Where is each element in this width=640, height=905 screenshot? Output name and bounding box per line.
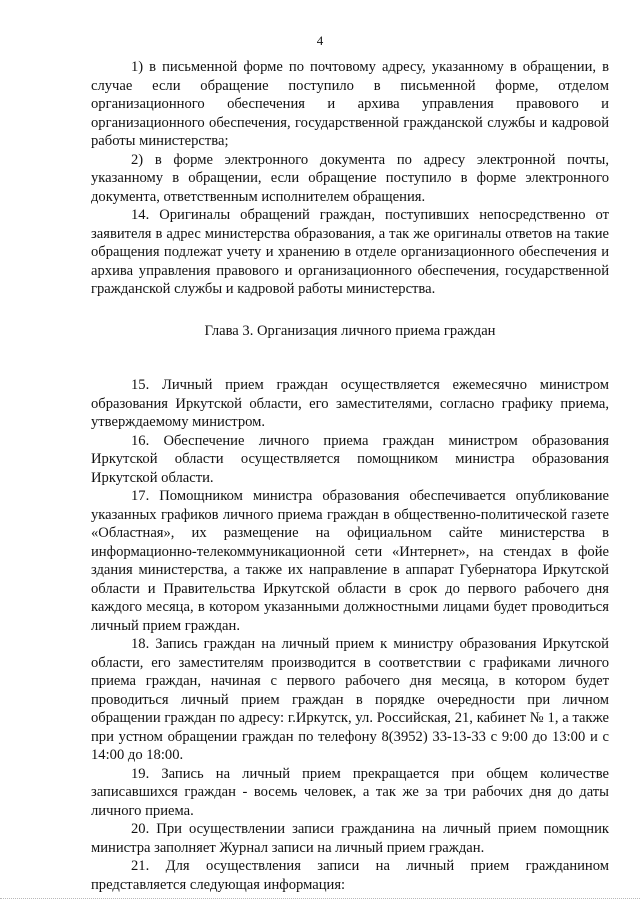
paragraph-16: 16. Обеспечение личного приема граждан министром образования Иркутской области осуществляется помощником министра образования Иркутской области. xyxy=(91,432,609,486)
scan-edge-divider xyxy=(0,898,640,900)
paragraph-item-2-electronic-form: 2) в форме электронного документа по адресу электронной почты, указанному в обращении, если обращение поступило в форме электронного документа, ответственным исполнителем обращения. xyxy=(91,151,609,205)
page-number: 4 xyxy=(316,33,324,48)
paragraph-item-1-written-form: 1) в письменной форме по почтовому адресу, указанному в обращении, в случае если обращение поступило в письменной форме, отделом организационного обеспечения и архива управления правового и организационного обеспечения, государственной гражданской службы и кадровой работы министерства; xyxy=(91,59,609,149)
paragraph-15: 15. Личный прием граждан осуществляется ежемесячно министром образования Иркутской области, его заместителями, согласно графику приема, утверждаемому министром. xyxy=(91,377,609,430)
paragraph-17: 17. Помощником министра образования обеспечивается опубликование указанных графиков личного приема граждан в общественно-политической газете «Областная», их размещение на официальном сайте министерства в информационно-телекоммуникационной сети «Интернет», на стендах в фойе здания министерства, а также их направление в аппарат Губернатора Иркутской области и Правительства Иркутской области в срок до первого рабочего дня каждого месяца, в котором указанными должностными лицами будет проводиться личный прием граждан. xyxy=(91,488,609,634)
paragraph-21: 21. Для осуществления записи на личный прием гражданином представляется следующая информация: xyxy=(91,858,609,893)
paragraph-18: 18. Запись граждан на личный прием к министру образования Иркутской области, его заместителям производится в соответствии с графиками личного приема граждан, начиная с первого рабочего дня месяца, в котором будет проводиться личный прием граждан в порядке очередности при личном обращении граждан по адресу: г.Иркутск, ул. Российская, 21, кабинет № 1, а также при устном обращении граждан по телефону 8(3952) 33-13-33 с 9:00 до 13:00 и с 14:00 до 18:00. xyxy=(91,636,609,763)
document-body xyxy=(91,58,609,894)
paragraph-19: 19. Запись на личный прием прекращается при общем количестве записавшихся граждан - восемь человек, а так же за три рабочих дня до даты личного приема. xyxy=(91,765,609,819)
paragraph-14: 14. Оригиналы обращений граждан, поступивших непосредственно от заявителя в адрес министерства образования, а так же оригиналы ответов на такие обращения подлежат учету и хранению в отделе организационного обеспечения и архива управления правового и организационного обеспечения, государственной гражданской службы и кадровой работы министерства. xyxy=(91,207,609,297)
chapter-title: Глава 3. Организация личного приема граждан xyxy=(204,322,496,339)
paragraph-20: 20. При осуществлении записи гражданина на личный прием помощник министра заполняет Журнал записи на личный прием граждан. xyxy=(91,821,609,856)
